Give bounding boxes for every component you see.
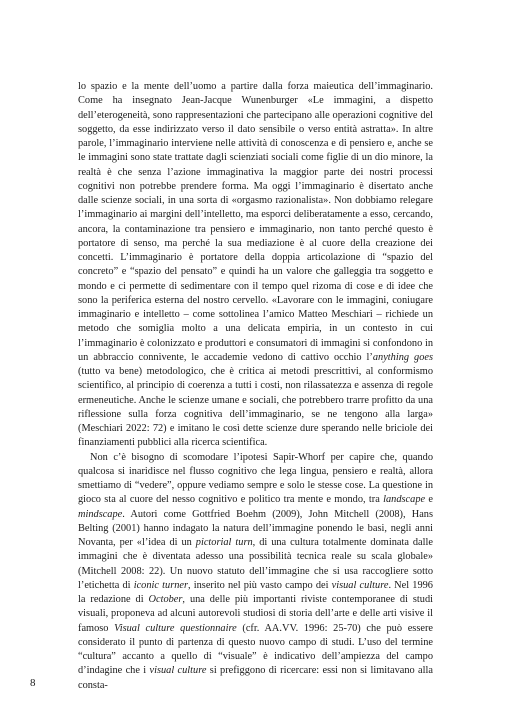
page-number: 8 <box>30 677 36 689</box>
text-segment: , una delle più importanti riviste contemporanee di studi visuali, proponeva ad alcuni autorevoli studiosi di storia dell’arte e delle arti visive il famoso <box>78 594 433 634</box>
italic-text-segment: pictorial turn <box>195 537 253 548</box>
text-segment: , inserito nel più vasto campo dei <box>188 579 332 591</box>
italic-text-segment: visual culture <box>331 579 389 591</box>
paragraph-1 <box>78 80 433 451</box>
text-segment: e <box>425 494 433 506</box>
text-segment: (cfr. AA.VV. 1996: 25-70) che può essere considerato il punto di partenza di questo nuovo campo di studi. L’uso del termine “cultura” accanto a quello di “visuale” è indicativo dell’ampiezza del campo d’indagine che i <box>78 622 433 677</box>
italic-text-segment: visual culture <box>149 665 207 677</box>
text-segment: lo spazio e la mente dell’uomo a partire dalla forza maieutica dell’immaginario. Come ha insegnato Jean-Jacque Wunenburger «Le immagini, a dispetto dell’eterogeneità, sono rappresentazioni che partecipano alle operazioni cognitive del soggetto, da esse indirizzato verso il dato sensibile o verso entità astratta». In altre parole, l’immaginario interviene nelle attività di conoscenza e di pensiero e, anche se le immagini sono state trattate dagli scienziati sociali come figlie di un dio minore, la realtà è che senza l’azione immaginativa la maggior parte dei nostri processi cognitivi non potrebbe prendere forma. Ma oggi l’immaginario è disertato anche dalle scienze sociali, in una sorta di «orgasmo razionalista». Non dobbiamo relegare l’immaginario ai margini dell’intelletto, ma esporci deliberatamente a esso, cercando, ancora, la contaminazione tra pensiero e immaginario, non tanto perché questo è portatore di senso, ma perché la sua mediazione è al cuore della creazione dei concetti. L’immaginario è portatore della doppia articolazione di “spazio del concreto” e “spazio del pensato” e quindi ha un valore che galleggia tra soggetto e mondo e ci permette di sedimentare con il tempo quel rizoma di cose e di idee che sono la periferica esterna del nostro cervello. «Lavorare con le immagini, coniugare immaginario e intelletto – come sottolinea l’amico Matteo Meschiari – richiede un metodo che somiglia molto a una delicata empiria, in un contesto in cui l’immaginario è colonizzato e produttori e consumatori di immagini si confondono in un abbraccio connivente, le accademie vedono di cattivo occhio l’ <box>78 81 433 363</box>
text-segment: . Nel 1996 la redazione di <box>78 579 433 605</box>
italic-text-segment: landscape <box>383 494 426 506</box>
body-text <box>78 80 433 693</box>
text-segment: si prefiggono di ricercare: essi non si limitavano alla consta- <box>78 665 433 691</box>
italic-text-segment: iconic turner <box>133 579 189 591</box>
italic-text-segment: Visual culture questionnaire <box>114 622 237 634</box>
italic-text-segment: October <box>148 594 183 605</box>
text-segment: . Autori come Gottfried Boehm (2009), John Mitchell (2008), Hans Belting (2001) hanno indagato la natura dell’immagine ponendo le basi, negli anni Novanta, per «l’idea di un <box>78 508 433 548</box>
text-segment: , di una cultura totalmente dominata dalle immagini che è diventata adesso una possibilità tecnica reale su scala globale» (Mitchell 2008: 22). Un nuovo statuto dell’immagine che si usa raccogliere sotto l’etichetta di <box>78 537 433 591</box>
text-segment: (tutto va bene) metodologico, che è critica ai metodi prescrittivi, al conformismo scientifico, al principio di coerenza a tutti i costi, non rilassatezza e assenza di regole ermeneutiche. Anche le scienze umane e sociali, che potrebbero trarre profitto da una riflessione sulla forza cognitiva dell’immaginario, se ne tengono alla larga» (Meschiari 2022: 72) e imitano le così dette scienze dure sperando nelle briciole dei finanziamenti pubblici alla ricerca scientifica. <box>78 366 433 449</box>
italic-text-segment: mindscape <box>78 508 123 520</box>
paragraph-2 <box>78 451 433 693</box>
italic-text-segment: anything goes <box>372 351 434 363</box>
text-segment: Non c’è bisogno di scomodare l’ipotesi Sapir-Whorf per capire che, quando qualcosa si inaridisce nel flusso cognitivo che lega lingua, pensiero e realtà, allora smettiamo di “vedere”, oppure vediamo sempre e solo le stesse cose. La questione in gioco sta al cuore del nesso cognitivo e politico tra mente e mondo, tra <box>78 451 433 506</box>
